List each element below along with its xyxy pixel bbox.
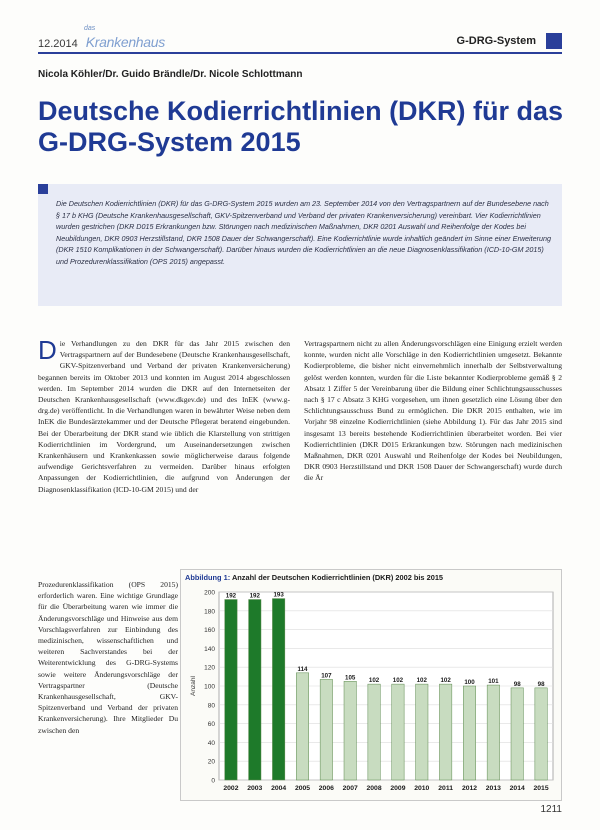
x-tick-label: 2003 [247, 785, 263, 792]
y-tick-label: 40 [207, 739, 215, 747]
y-tick-label: 60 [207, 721, 215, 729]
bar [487, 685, 499, 780]
bar [225, 600, 237, 780]
y-tick-label: 120 [204, 664, 215, 672]
bar [272, 599, 284, 780]
abstract-square-icon [38, 184, 48, 194]
body-column-1 [38, 335, 290, 495]
section-header [457, 33, 562, 49]
article-abstract: Die Deutschen Kodierrichtlinien (DKR) für das G-DRG-System 2015 wurden am 23. September 2014 von den Vertragspartnern auf der Bundesebene nach § 17 b KHG (Deutsche Krankenhausgesellschaft, GKV-Spitzenverband und Verband der privaten Krankenversicherung) vereinbart. Vier Kodierrichtlinien wurden gestrichen (DKR D015 Erkrankungen bzw. Störungen nach medizinischen Maßnahmen, DKR 0201 Auswahl und Reihenfolge der Kodes bei Neubildungen, DKR 0903 Herzstillstand, DKR 1508 Dauer der Schwangerschaft). Eine Kodierrichtlinie wurde inhaltlich geändert im Sinne einer Erweiterung (DKR 1510 Komplikationen in der Schwangerschaft). Darüber hinaus wurden die Kodierrichtlinien an die neue Diagnosenklassifikation (ICD-10-GM 2015) und Prozedurenklassifikation (OPS 2015) angepasst. [56, 199, 552, 266]
bar [368, 684, 380, 780]
y-tick-label: 0 [211, 777, 215, 785]
bar-value-label: 101 [488, 678, 499, 686]
x-tick-label: 2009 [390, 785, 406, 792]
journal-logo: Krankenhaus [85, 34, 165, 50]
y-tick-label: 80 [207, 702, 215, 710]
figure-caption-text: Anzahl der Deutschen Kodierrichtlinien (DKR) 2002 bis 2015 [231, 573, 444, 582]
bar [392, 684, 404, 780]
bar-value-label: 100 [464, 679, 475, 686]
y-tick-label: 20 [207, 758, 215, 766]
bar [511, 688, 523, 780]
bar [439, 684, 451, 780]
bar [416, 684, 428, 780]
section-square-icon [546, 33, 562, 49]
header-rule [38, 52, 562, 54]
bar [344, 681, 356, 780]
x-tick-label: 2006 [318, 785, 334, 792]
x-tick-label: 2013 [485, 785, 501, 792]
article-authors: Nicola Köhler/Dr. Guido Brändle/Dr. Nicole Schlottmann [38, 69, 303, 80]
page-number: 1211 [540, 804, 562, 815]
bar-value-label: 102 [368, 677, 380, 685]
drop-cap: D [38, 335, 57, 365]
bar [320, 679, 332, 780]
x-tick-label: 2008 [366, 785, 382, 792]
y-tick-label: 100 [204, 683, 215, 691]
bar-value-label: 114 [297, 665, 308, 673]
bar-value-label: 193 [273, 591, 284, 599]
bar [463, 686, 475, 780]
x-tick-label: 2007 [342, 785, 358, 792]
bar [296, 673, 308, 780]
x-tick-label: 2005 [294, 785, 311, 792]
bar-value-label: 192 [225, 592, 237, 600]
x-tick-label: 2010 [414, 785, 430, 792]
bar-value-label: 107 [321, 672, 332, 680]
bar-chart [181, 584, 563, 802]
logo-small-text: das [84, 25, 96, 32]
bar-value-label: 98 [537, 680, 545, 688]
bar-value-label: 102 [440, 677, 451, 685]
bar-value-label: 102 [392, 677, 404, 685]
bar [535, 688, 547, 780]
y-tick-label: 180 [204, 608, 215, 616]
bar-value-label: 192 [249, 592, 260, 600]
y-axis-label: Anzahl [190, 676, 197, 696]
article-title: Deutsche Kodierrichtlinien (DKR) für das G-DRG-System 2015 [38, 96, 564, 157]
bar-value-label: 98 [513, 680, 521, 688]
x-tick-label: 2002 [223, 785, 239, 792]
y-tick-label: 140 [204, 645, 215, 653]
bar-value-label: 102 [416, 677, 427, 685]
y-tick-label: 160 [204, 627, 215, 635]
body-column-1-lower: Prozedurenklassifikation (OPS 2015) erforderlich waren. Eine wichtige Grundlage für die Überarbeitung waren wie immer die Änderungsvorschläge und Hinweise aus dem Vorschlagsverfahren zur Einbindung des medizinischen, wissenschaftlichen und weiteren Sachverstandes bei der Weiterentwicklung des G-DRG-Systems sowie weitere Änderungsvorschläge der Vertragspartner (Deutsche Krankenhausgesellschaft, GKV-Spitzenverband und Verband der privaten Krankenversicherung). Ihre Mitglieder Du zwischen den [38, 580, 178, 735]
x-tick-label: 2004 [271, 785, 287, 792]
bar [249, 600, 261, 780]
issue-date: 12.2014 [38, 38, 78, 50]
figure-caption [185, 573, 443, 582]
y-tick-label: 200 [204, 589, 215, 597]
x-tick-label: 2014 [509, 785, 525, 792]
body-text-1: ie Verhandlungen zu den DKR für das Jahr 2015 zwischen den Vertragspartnern auf der Bundesebene (Deutsche Krankenhausgesellschaft, GKV-Spitzenverband und Verband der privaten Krankenversicherung) begannen bereits im Oktober 2013 und konnten im August 2014 abgeschlossen werden. Im September 2014 wurden die DKR auf den Internetseiten der Deutschen Krankenhausgesellschaft (www.dkgev.de) und des InEK (www.g-drg.de) veröffentlicht. In die Verhandlungen waren in bewährter Weise neben dem InEK die Bundesärztekammer und der Deutsche Pflegerat beratend eingebunden. Bei der Überarbeitung der DKR stand wie üblich die Klarstellung von strittigen Kodierrichtlinien im Vordergrund, um Auseinandersetzungen zwischen Krankenhäusern und Krankenkassen sowie möglicherweise daraus folgende aufwendige Gerichtsverfahren zu vermeiden. Darüber hinaus erfolgten Anpassungen der Kodierrichtlinien, die aufgrund von Änderungen der Diagnosenklassifikation (ICD-10-GM 2015) und der [38, 339, 290, 494]
body-column-2: Vertragspartnern nicht zu allen Änderungsvorschlägen eine Einigung erzielt werden konnte, wurden nicht alle Vorschläge in den Kodierrichtlinien umgesetzt. Bekannte Kodierprobleme, die bisher nicht einvernehmlich innerhalb der Selbstverwaltung gelöst werden konnten, wurden für die Liste bekannter Kodierprobleme gemäß § 2 Absatz 1 Ziffer 5 der Vereinbarung über die Bildung einer Schlichtungsausschusses nach § 17 c Absatz 3 KHG vorgesehen, um ihnen gesetzlich eine Lösung über den Schlichtungsausschuss Bund zu ermöglichen. Die DKR 2015 enthalten, wie im Vorjahr 98 einzelne Kodierrichtlinien (siehe Abbildung 1). Für das Jahr 2015 sind insgesamt 13 bereits bestehende Kodierrichtlinien überarbeitet worden. Bei vier Kodierrichtlinien (DKR D015 Erkrankungen bzw. Störungen nach medizinischen Maßnahmen, DKR 0201 Auswahl und Reihenfolge der Kodes bei Neubildungen, DKR 0903 Herzstillstand und DKR 1508 Dauer der Schwangerschaft) wurde durch die Är [304, 339, 562, 483]
figure-1 [180, 569, 562, 801]
journal-header [38, 25, 165, 50]
x-tick-label: 2011 [438, 785, 454, 792]
x-tick-label: 2012 [461, 785, 478, 792]
bar-value-label: 105 [345, 674, 356, 682]
figure-label: Abbildung 1: [185, 573, 231, 582]
section-title: G-DRG-System [456, 35, 536, 47]
x-tick-label: 2015 [533, 785, 549, 792]
